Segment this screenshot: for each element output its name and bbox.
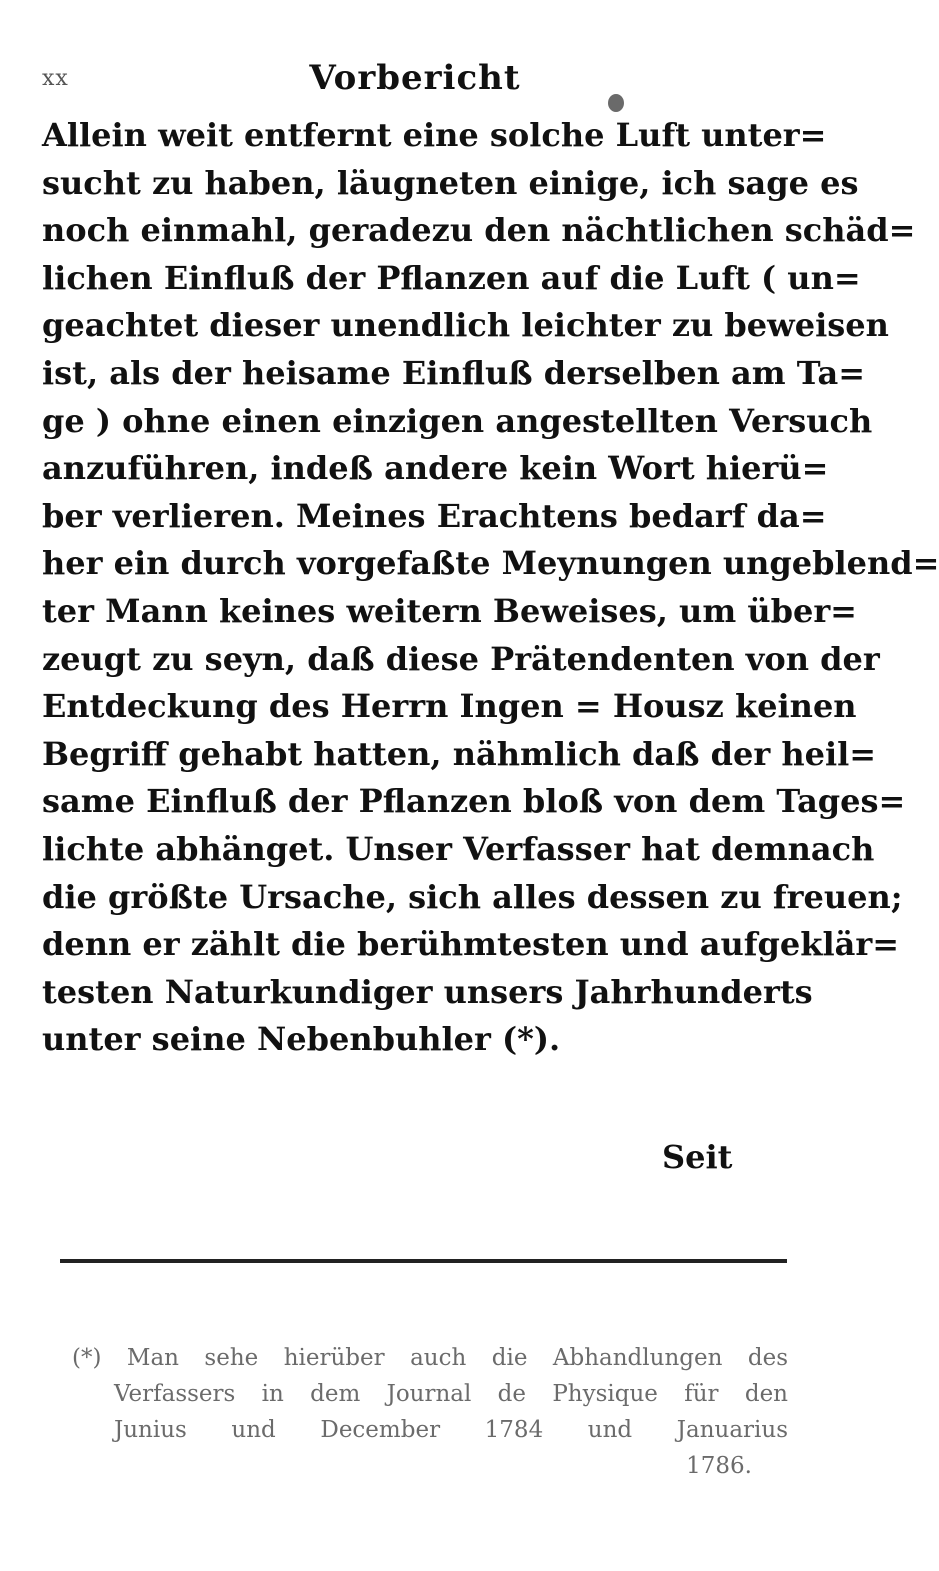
text-line: Begriff gehabt hatten, nähmlich daß der heil= <box>42 734 877 773</box>
text-line: ter Mann keines weitern Beweises, um über= <box>42 591 857 630</box>
text-line: Allein weit entfernt eine solche Luft unter= <box>42 116 827 154</box>
text-line: same Einfluß der Pflanzen bloß von dem Tages= <box>42 782 906 821</box>
text-line: anzuführen, indeß andere kein Wort hierü= <box>42 449 829 488</box>
text-line: ge ) ohne einen einzigen angestellten Versuch <box>42 401 873 440</box>
text-line: geachtet dieser unendlich leichter zu beweisen <box>42 306 889 345</box>
page-number: xx <box>42 66 69 91</box>
text-line: unter seine Nebenbuhler (*). <box>42 1020 561 1059</box>
text-line: testen Naturkundiger unsers Jahrhunderts <box>42 972 813 1011</box>
footnote-line: (*) Man sehe hierüber auch die Abhandlungen des <box>72 1345 788 1371</box>
text-line: noch einmahl, geradezu den nächtlichen schäd= <box>42 211 916 250</box>
catchword: Seit <box>662 1138 733 1176</box>
text-line: sucht zu haben, läugneten einige, ich sage es <box>42 163 859 202</box>
text-line: zeugt zu seyn, daß diese Prätendenten von der <box>42 639 880 678</box>
text-line: lichte abhänget. Unser Verfasser hat demnach <box>42 829 875 868</box>
body-text <box>42 112 939 1064</box>
text-line: Entdeckung des Herrn Ingen = Housz keinen <box>42 687 857 726</box>
text-line: her ein durch vorgefaßte Meynungen ungeblend= <box>42 544 939 583</box>
footnote-line: Verfassers in dem Journal de Physique für den <box>114 1381 788 1407</box>
footnote <box>72 1340 788 1484</box>
text-line: lichen Einfluß der Pflanzen auf die Luft ( un= <box>42 258 861 297</box>
text-line: ber verlieren. Meines Erachtens bedarf da= <box>42 496 827 535</box>
text-line: ist, als der heisame Einfluß derselben am Ta= <box>42 353 865 392</box>
text-line: denn er zählt die berühmtesten und aufgeklär= <box>42 925 900 964</box>
text-line: die größte Ursache, sich alles dessen zu freuen; <box>42 877 903 916</box>
ink-blot <box>608 94 624 112</box>
footnote-line: 1786. <box>686 1453 752 1479</box>
footnote-rule <box>60 1259 787 1263</box>
footnote-line: Junius und December 1784 und Januarius <box>114 1417 788 1443</box>
running-head: Vorbericht <box>309 58 521 98</box>
